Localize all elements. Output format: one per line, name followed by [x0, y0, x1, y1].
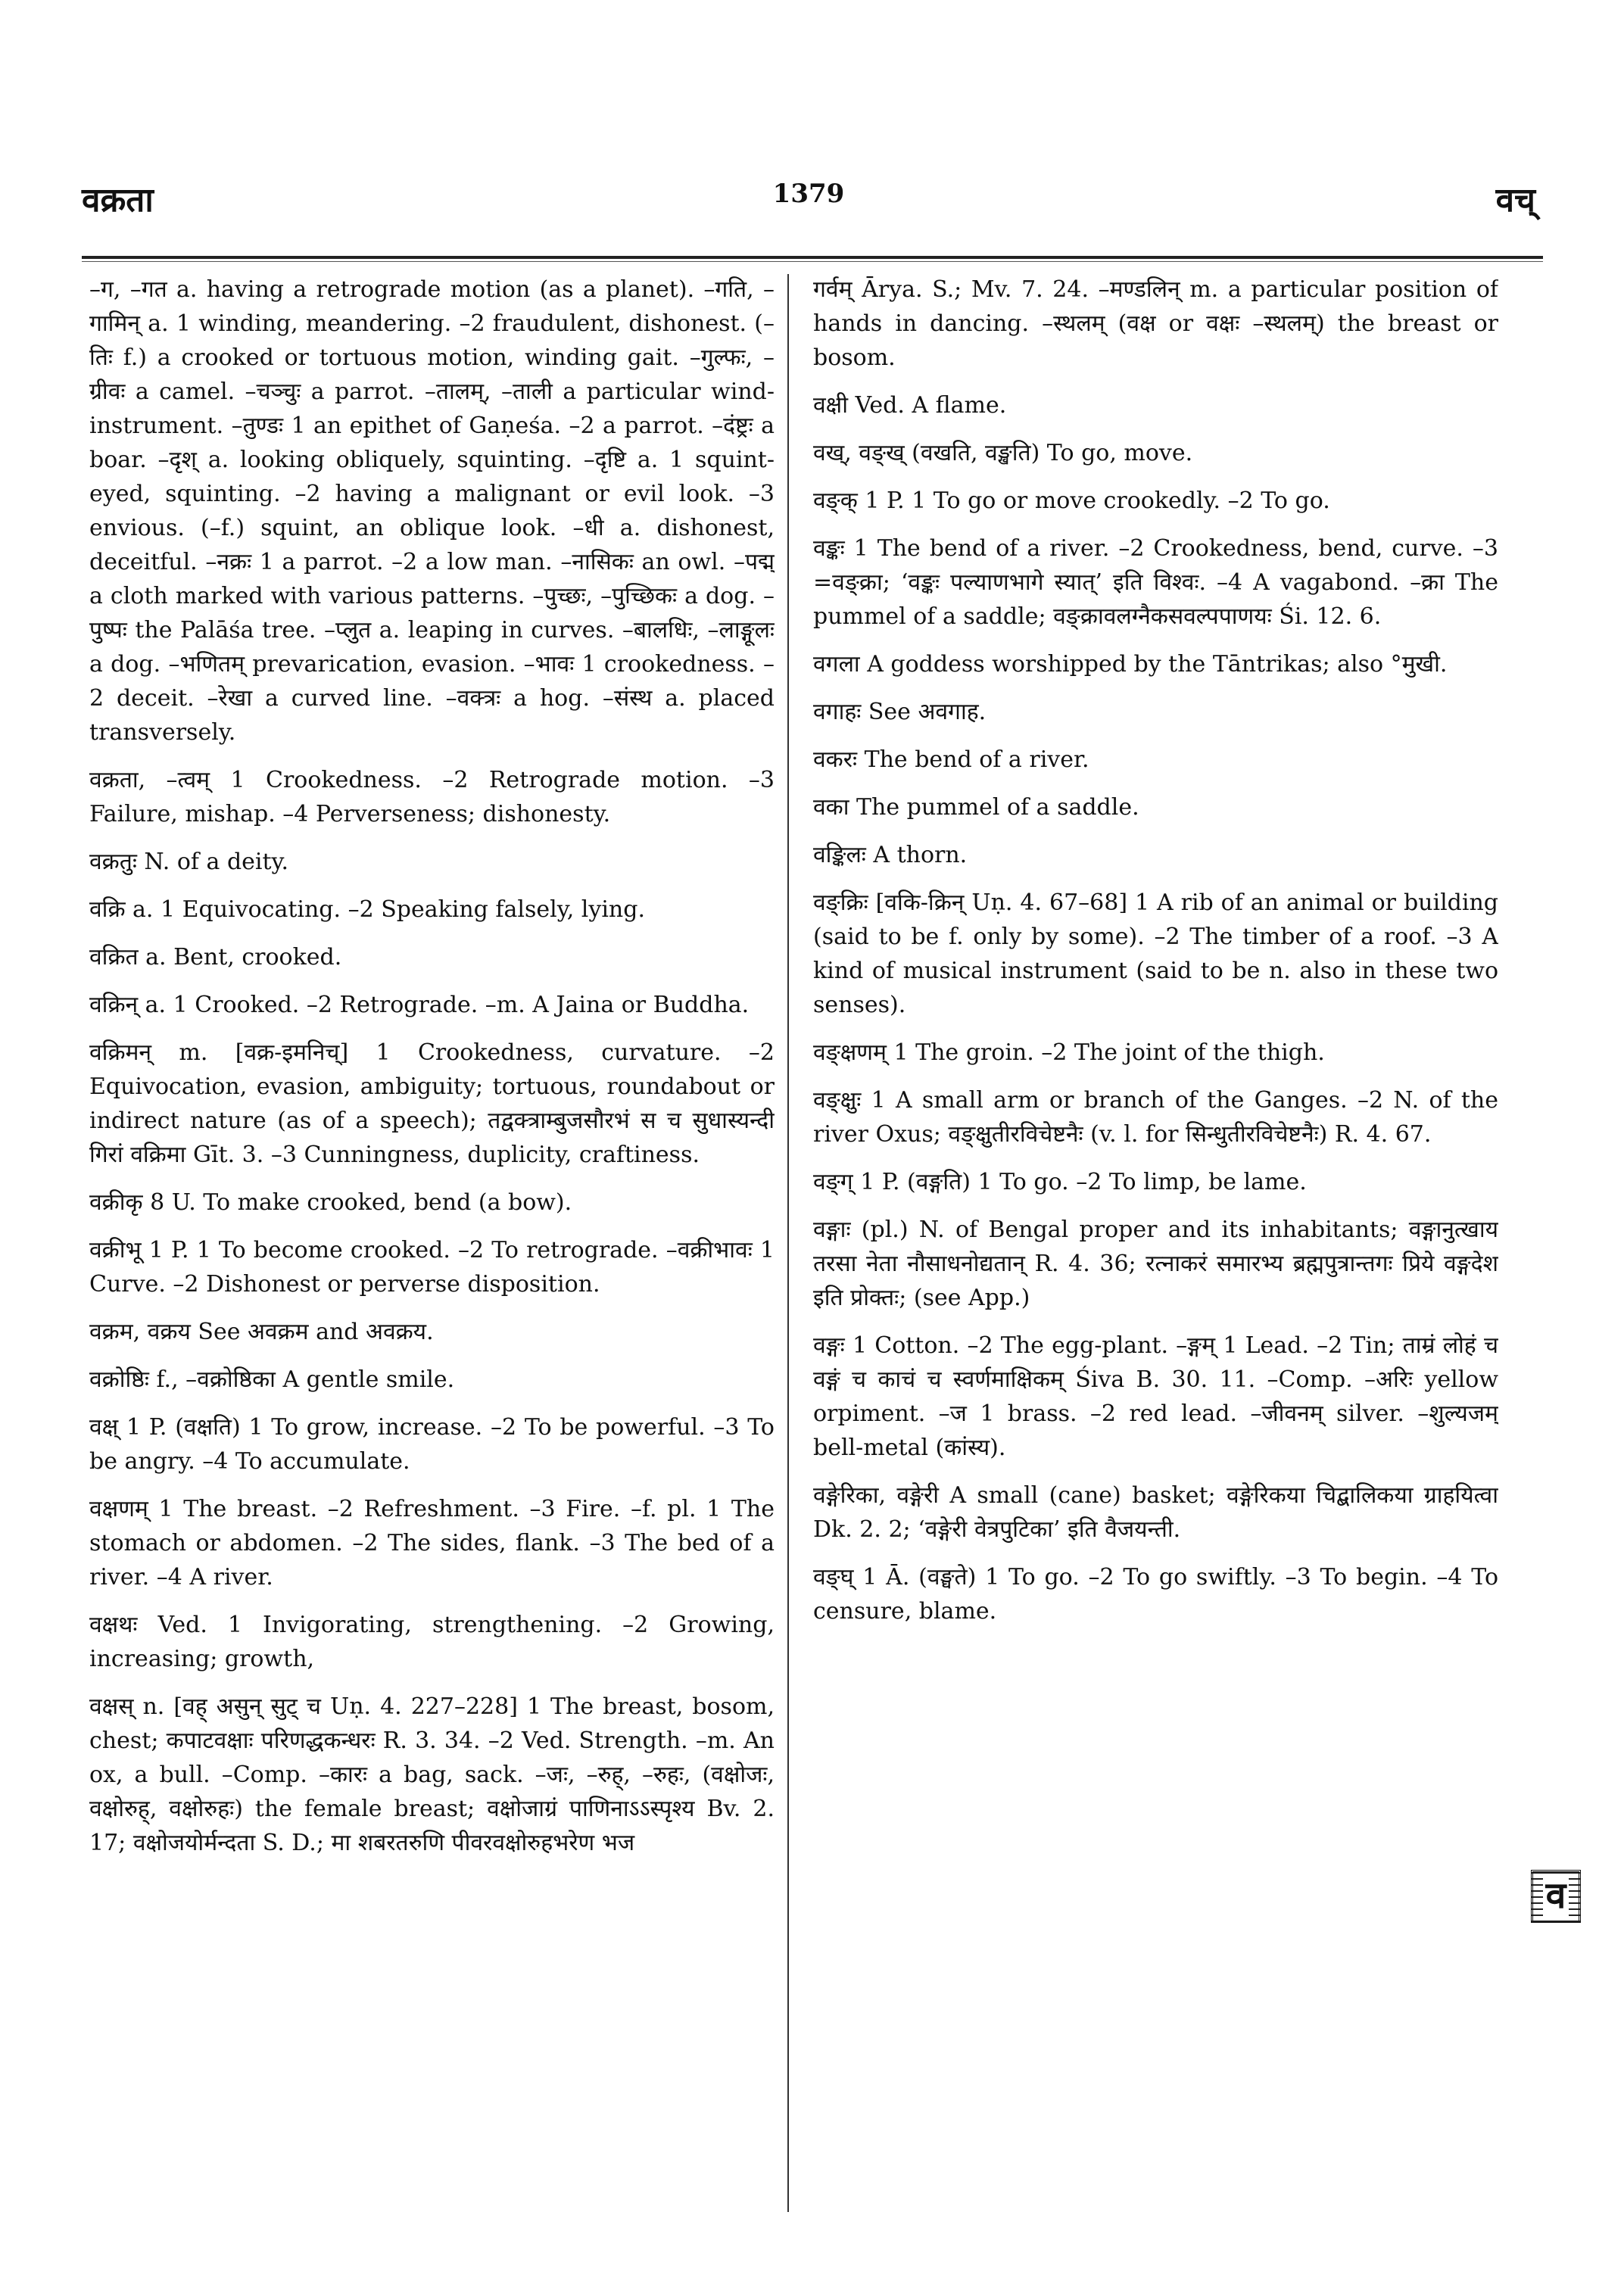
- entry: वक्षस् n. [वह् असुन् सुट् च Uṇ. 4. 227–228] 1 The breast, bosom, chest; कपाटवक्षाः परिणद्धकन्धरः R. 3. 34. –2 Ved. Strength. –m. An ox, a bull. –Comp. –कारः a bag, sack. –जः, –रुह्, –रुहः, (वक्षोजः, वक्षोरुह्, वक्षोरुहः) the female breast; वक्षोजाग्रं पाणिनाऽऽस्पृश्य Bv. 2. 17; वक्षोजयोर्मन्दता S. D.; मा शबरतरुणि पीवरवक्षोरुहभरेण भज: [89, 1693, 775, 1856]
- entry: वगाहः See अवगाह.: [813, 699, 987, 725]
- entry: वङ्किलः A thorn.: [813, 842, 968, 868]
- entry: –ग, –गत a. having a retrograde motion (as a planet). –गति, –गामिन् a. 1 winding, meandering. –2 fraudulent, dishonest. (–तिः f.) a crooked or tortuous motion, winding gait. –गुल्फः, –ग्रीवः a camel. –चञ्चुः a parrot. –तालम्, –ताली a particular wind-instrument. –तुण्डः 1 an epithet of Gaṇeśa. –2 a parrot. –दंष्ट्रः a boar. –दृश् a. looking obliquely, squinting. –दृष्टि a. 1 squint-eyed, squinting. –2 having a malignant or evil look. –3 envious. (–f.) squint, an oblique look. –धी a. dishonest, deceitful. –नक्रः 1 a parrot. –2 a low man. –नासिकः an owl. –पद्म् a cloth marked with various patterns. –पुच्छः, –पुच्छिकः a dog. –पुष्पः the Palāśa tree. –प्लुत a. leaping in curves. –बालधिः, –लाङ्गूलः a dog. –भणितम् prevarication, evasion. –भावः 1 crookedness. –2 deceit. –रेखा a curved line. –वक्त्रः a hog. –संस्थ a. placed transversely.: [89, 276, 775, 746]
- header-rule-thin: [82, 261, 1543, 262]
- thumb-index-letter: व: [1543, 1874, 1569, 1917]
- thumb-index-tab: [1531, 1870, 1581, 1923]
- entry: वख्, वङ्ख् (वखति, वङ्खति) To go, move.: [813, 440, 1193, 466]
- entry: वङ्क्रिः [वकि-क्रिन् Uṇ. 4. 67–68] 1 A rib of an animal or building (said to be f. only by some). –2 The timber of a roof. –3 A kind of musical instrument (said to be n. also in these two senses).: [813, 889, 1498, 1018]
- left-running-headword: वक्रता: [82, 181, 154, 220]
- entry: वक्रिन् a. 1 Crooked. –2 Retrograde. –m. A Jaina or Buddha.: [89, 992, 750, 1018]
- entry: वक्रतुः N. of a deity.: [89, 849, 289, 875]
- entry: वङ्कः 1 The bend of a river. –2 Crookedness, bend, curve. –3 =वङ्क्रा; ‘वङ्कः पल्याणभागे स्यात्’ इति विश्वः. –4 A vagabond. –क्रा The pummel of a saddle; वङ्क्रावलग्नैकसवल्पपाणयः Śi. 12. 6.: [813, 535, 1498, 630]
- entry: वका The pummel of a saddle.: [813, 794, 1139, 821]
- entry: वङ्घ् 1 Ā. (वङ्घते) 1 To go. –2 To go swiftly. –3 To begin. –4 To censure, blame.: [813, 1564, 1498, 1625]
- entry: वङ्ग् 1 P. (वङ्गति) 1 To go. –2 To limp, be lame.: [813, 1169, 1307, 1195]
- page-number: 1379: [772, 179, 845, 209]
- entry: वङ्क्षुः 1 A small arm or branch of the Ganges. –2 N. of the river Oxus; वङ्क्षुतीरविचेष्टनैः (v. l. for सिन्धुतीरविचेष्टनैः) R. 4. 67.: [813, 1087, 1498, 1148]
- entry: वक्षी Ved. A flame.: [813, 392, 1007, 419]
- entry: वङ्क्षणम् 1 The groin. –2 The joint of the thigh.: [813, 1039, 1325, 1066]
- right-running-headword: वच्: [1495, 181, 1535, 220]
- entry: गर्वम् Ārya. S.; Mv. 7. 24. –मण्डलिन् m. a particular position of hands in dancing. –स्थलम् (वक्ष or वक्षः –स्थलम्) the breast or bosom.: [813, 276, 1498, 371]
- entry: वक्ष् 1 P. (वक्षति) 1 To grow, increase. –2 To be powerful. –3 To be angry. –4 To accumulate.: [89, 1414, 775, 1475]
- entry: वक्रम, वक्रय See अवक्रम and अवक्रय.: [89, 1319, 434, 1345]
- entry: वक्रित a. Bent, crooked.: [89, 944, 342, 970]
- entry: वङ्गेरिका, वङ्गेरी A small (cane) basket; वङ्गेरिकया चिद्बालिकया ग्राहयित्वा Dk. 2. 2; ‘वङ्गेरी वेत्रपुटिका’ इति वैजयन्ती.: [813, 1482, 1498, 1543]
- entry: वक्रता, –त्वम् 1 Crookedness. –2 Retrograde motion. –3 Failure, mishap. –4 Perverseness; dishonesty.: [89, 767, 775, 827]
- entry: वङ्क् 1 P. 1 To go or move crookedly. –2 To go.: [813, 488, 1330, 514]
- entry: वक्रि a. 1 Equivocating. –2 Speaking falsely, lying.: [89, 896, 645, 923]
- entry: वक्षणम् 1 The breast. –2 Refreshment. –3 Fire. –f. pl. 1 The stomach or abdomen. –2 The sides, flank. –3 The bed of a river. –4 A river.: [89, 1496, 775, 1590]
- entry: वङ्गाः (pl.) N. of Bengal proper and its inhabitants; वङ्गानुत्खाय तरसा नेता नौसाधनोद्यतान् R. 4. 36; रत्नाकरं समारभ्य ब्रह्मपुत्रान्तगः प्रिये वङ्गदेश इति प्रोक्तः; (see App.): [813, 1217, 1498, 1311]
- entry: वक्षथः Ved. 1 Invigorating, strengthening. –2 Growing, increasing; growth,: [89, 1612, 775, 1672]
- header-rule: [82, 256, 1543, 259]
- column-divider: [787, 274, 789, 2212]
- right-column: [813, 273, 1498, 2241]
- entry: वक्रीभू 1 P. 1 To become crooked. –2 To retrograde. –वक्रीभावः 1 Curve. –2 Dishonest or perverse disposition.: [89, 1237, 775, 1298]
- entry: वक्रोष्ठिः f., –वक्रोष्ठिका A gentle smile.: [89, 1366, 455, 1393]
- entry: वङ्गः 1 Cotton. –2 The egg-plant. –ङ्गम् 1 Lead. –2 Tin; ताम्रं लोहं च वङ्गं च काचं च स्वर्णमाक्षिकम् Śiva B. 30. 11. –Comp. –अरिः yellow orpiment. –ज 1 brass. –2 red lead. –जीवनम् silver. –शुल्यजम् bell-metal (कांस्य).: [813, 1332, 1498, 1461]
- left-column: [89, 273, 775, 2241]
- entry: वक्रिमन् m. [वक्र-इमनिच्] 1 Crookedness, curvature. –2 Equivocation, evasion, ambiguity; tortuous, roundabout or indirect nature (as of a speech); तद्वक्त्राम्बुजसौरभं स च सुधास्यन्दी गिरां वक्रिमा Gīt. 3. –3 Cunningness, duplicity, craftiness.: [89, 1039, 775, 1168]
- entry: वगला A goddess worshipped by the Tāntrikas; also °मुखी.: [813, 651, 1448, 678]
- entry: वकरः The bend of a river.: [813, 746, 1089, 773]
- entry: वक्रीकृ 8 U. To make crooked, bend (a bow).: [89, 1189, 572, 1216]
- page-header: [82, 173, 1535, 233]
